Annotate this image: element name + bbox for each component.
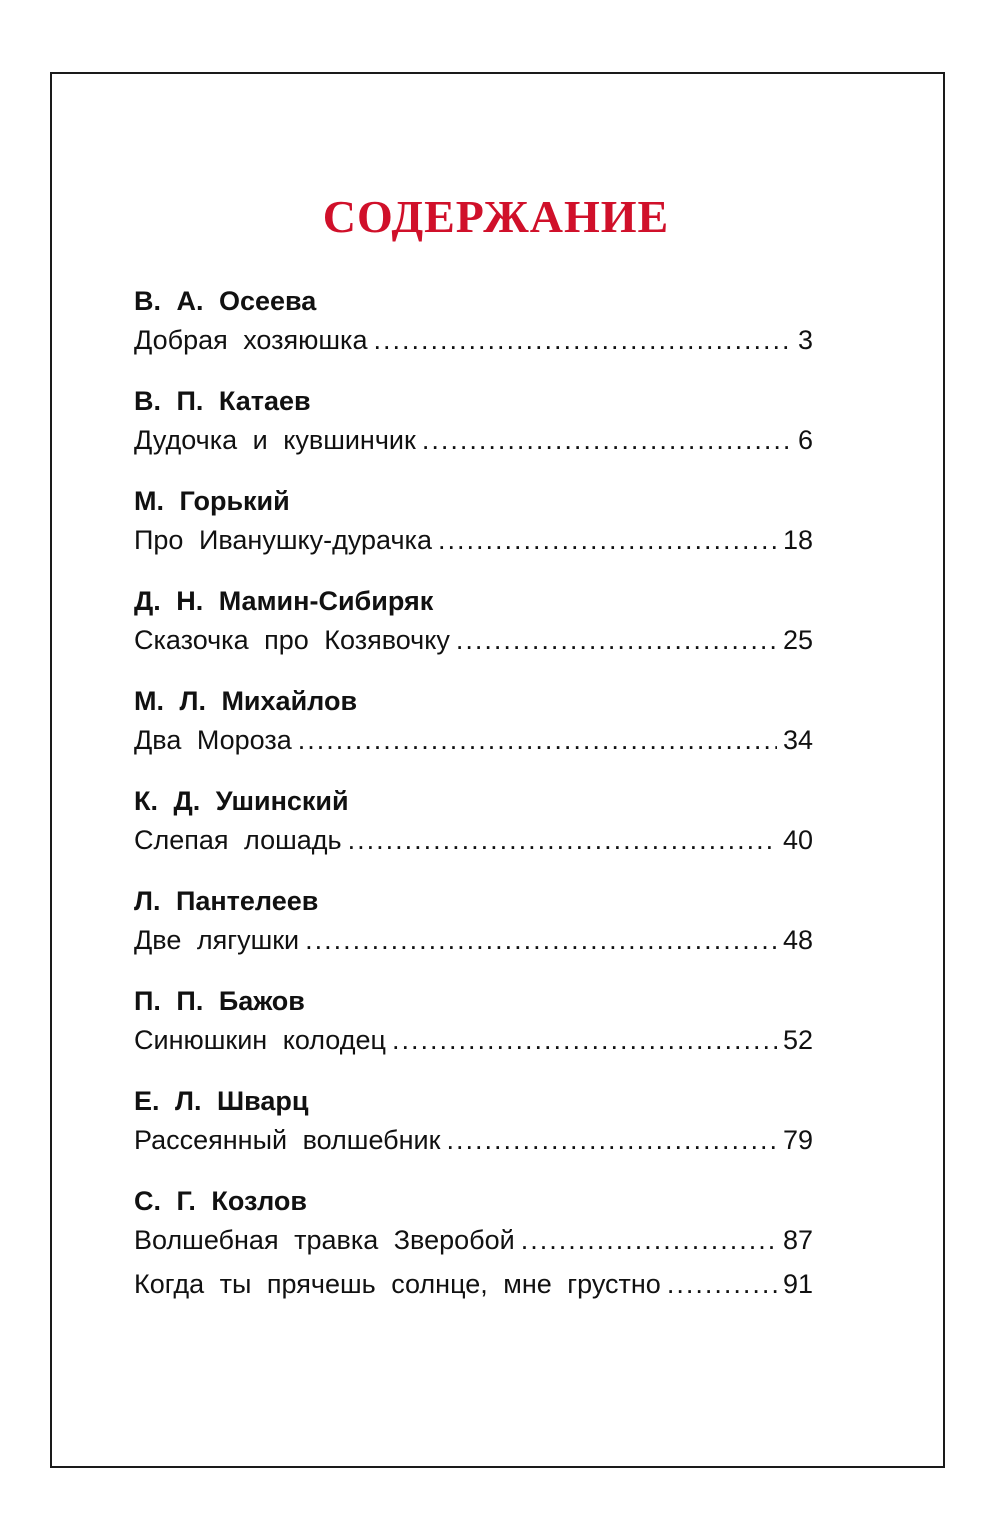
- toc-entry-title: Два Мороза: [134, 725, 292, 755]
- toc-author: В. А. Осеева: [134, 286, 317, 316]
- toc-leader-dots: [392, 1020, 777, 1060]
- toc-entry-page: 40: [782, 825, 813, 855]
- toc-section: [134, 382, 813, 460]
- toc-entry[interactable]: [134, 1220, 813, 1260]
- toc-entry[interactable]: [134, 1020, 813, 1060]
- toc-leader-dots: [348, 820, 777, 860]
- toc-entry-page: 6: [797, 425, 813, 455]
- toc-section: [134, 1082, 813, 1160]
- toc-entry-title: Дудочка и кувшинчик: [134, 425, 416, 455]
- toc-section: [134, 582, 813, 660]
- toc-author: П. П. Бажов: [134, 986, 305, 1016]
- toc-section: [134, 682, 813, 760]
- toc-entry-page: 18: [782, 525, 813, 555]
- page-title: СОДЕРЖАНИЕ: [322, 191, 670, 242]
- toc-entry-title: Слепая лошадь: [134, 825, 342, 855]
- toc-leader-dots: [438, 520, 777, 560]
- toc-author: М. Горький: [134, 486, 290, 516]
- toc-author: Д. Н. Мамин-Сибиряк: [134, 586, 434, 616]
- toc-entry-page: 3: [797, 325, 813, 355]
- toc-author: К. Д. Ушинский: [134, 786, 349, 816]
- toc-entry-title: Добрая хозяюшка: [134, 325, 368, 355]
- toc-leader-dots: [305, 920, 777, 960]
- toc-entry-title: Сказочка про Козявочку: [134, 625, 450, 655]
- toc-author: С. Г. Козлов: [134, 1186, 308, 1216]
- toc-entry[interactable]: [134, 1120, 813, 1160]
- toc-section: [134, 482, 813, 560]
- table-of-contents: [134, 282, 813, 1326]
- toc-entry-title: Рассеянный волшебник: [134, 1125, 441, 1155]
- toc-leader-dots: [373, 320, 792, 360]
- toc-entry-page: 79: [782, 1125, 813, 1155]
- toc-entry[interactable]: [134, 620, 813, 660]
- toc-entry[interactable]: [134, 920, 813, 960]
- toc-entry-page: 91: [782, 1269, 813, 1299]
- toc-entry[interactable]: [134, 820, 813, 860]
- toc-entry[interactable]: [134, 720, 813, 760]
- toc-leader-dots: [456, 620, 777, 660]
- toc-entry-page: 25: [782, 625, 813, 655]
- toc-entry-page: 48: [782, 925, 813, 955]
- toc-entry[interactable]: [134, 320, 813, 360]
- toc-entry[interactable]: [134, 420, 813, 460]
- toc-entry-title: Про Иванушку-дурачка: [134, 525, 432, 555]
- toc-author: М. Л. Михайлов: [134, 686, 358, 716]
- toc-section: [134, 882, 813, 960]
- toc-leader-dots: [422, 420, 792, 460]
- toc-entry-title: Две лягушки: [134, 925, 300, 955]
- toc-author: В. П. Катаев: [134, 386, 311, 416]
- toc-author: Л. Пантелеев: [134, 886, 319, 916]
- toc-entry-title: Синюшкин колодец: [134, 1025, 386, 1055]
- toc-author: Е. Л. Шварц: [134, 1086, 309, 1116]
- toc-leader-dots: [446, 1120, 777, 1160]
- toc-leader-dots: [521, 1220, 777, 1260]
- toc-entry-page: 52: [782, 1025, 813, 1055]
- toc-section: [134, 982, 813, 1060]
- toc-entry-page: 34: [782, 725, 813, 755]
- toc-entry[interactable]: [134, 1264, 813, 1304]
- toc-entry-page: 87: [782, 1225, 813, 1255]
- toc-section: [134, 1182, 813, 1304]
- toc-entry-title: Волшебная травка Зверобой: [134, 1225, 515, 1255]
- toc-leader-dots: [667, 1264, 777, 1304]
- toc-entry[interactable]: [134, 520, 813, 560]
- toc-section: [134, 782, 813, 860]
- toc-entry-title: Когда ты прячешь солнце, мне грустно: [134, 1269, 661, 1299]
- toc-leader-dots: [298, 720, 777, 760]
- toc-section: [134, 282, 813, 360]
